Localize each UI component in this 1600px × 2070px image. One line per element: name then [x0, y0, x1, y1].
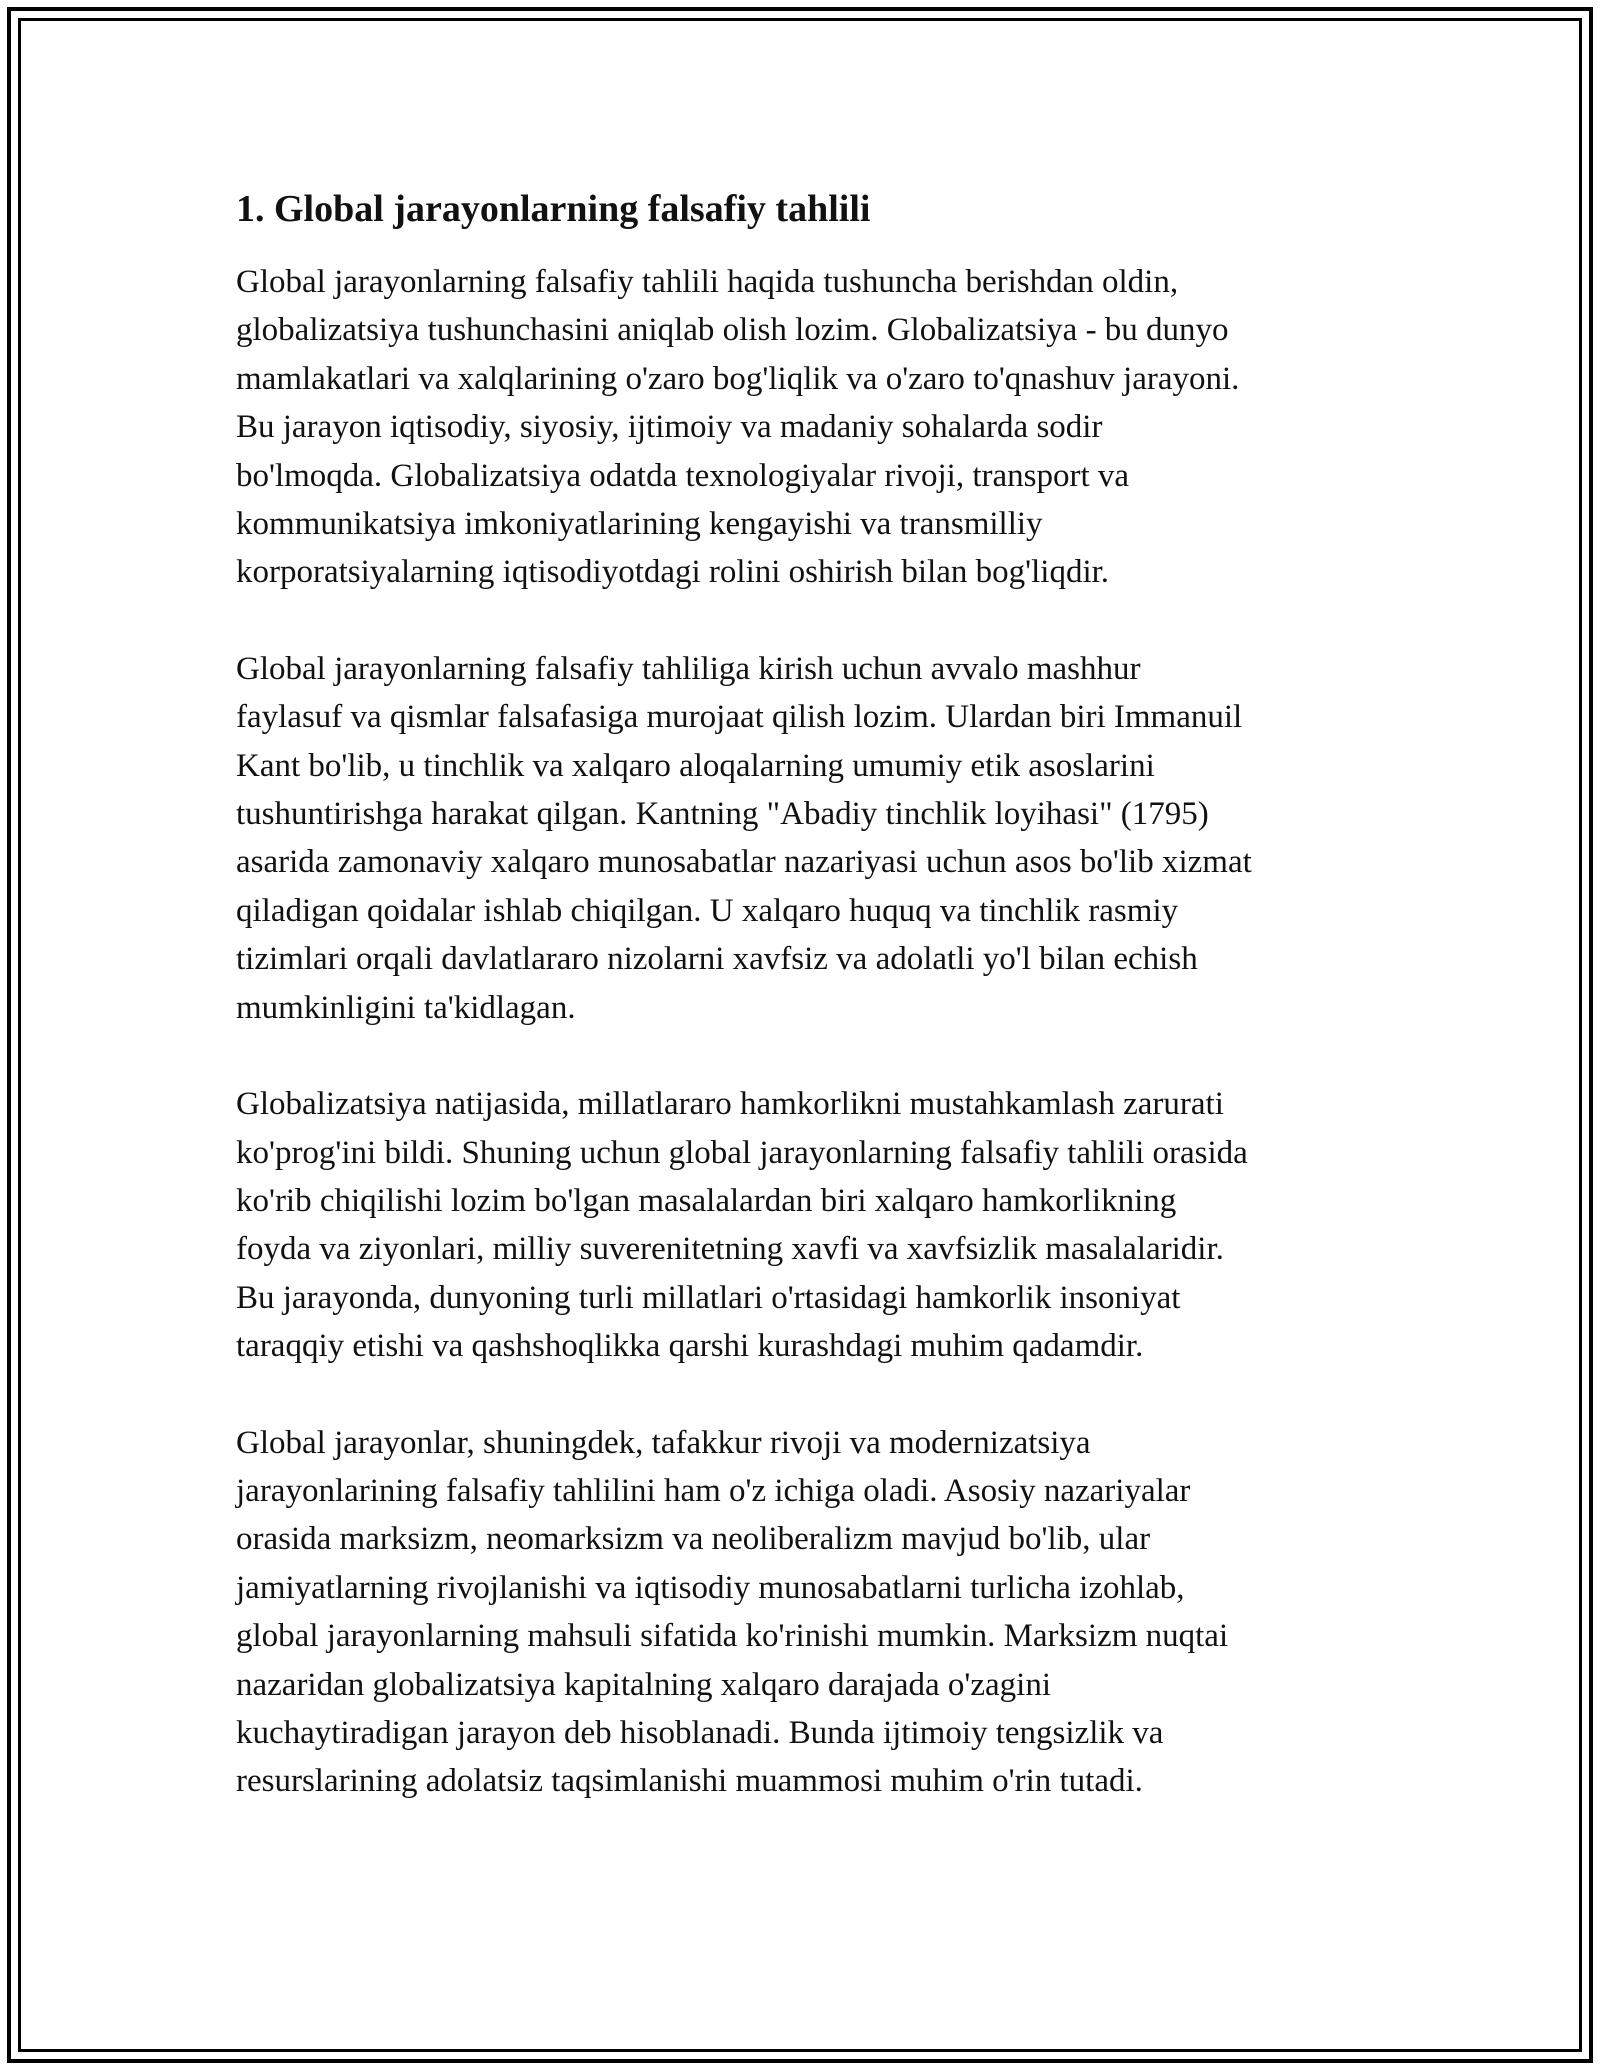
text-line: korporatsiyalarning iqtisodiyotdagi rolini oshirish bilan bog'liqdir.: [236, 554, 1110, 591]
text-line: jarayonlarining falsafiy tahlilini ham o'z ichiga oladi. Asosiy nazariyalar: [236, 1472, 1191, 1509]
text-line: mumkinligini ta'kidlagan.: [236, 989, 576, 1026]
paragraph-3: [236, 1080, 1376, 1370]
text-line: faylasuf va qismlar falsafasiga murojaat qilish lozim. Ulardan biri Immanuil: [236, 699, 1243, 736]
text-line: Global jarayonlarning falsafiy tahliliga kirish uchun avvalo mashhur: [236, 650, 1141, 687]
text-line: orasida marksizm, neomarksizm va neoliberalizm mavjud bo'lib, ular: [236, 1521, 1151, 1558]
text-line: taraqqiy etishi va qashshoqlikka qarshi kurashdagi muhim qadamdir.: [236, 1328, 1144, 1365]
text-line: mamlakatlari va xalqlarining o'zaro bog'liqlik va o'zaro to'qnashuv jarayoni.: [236, 360, 1240, 397]
text-line: tushuntirishga harakat qilgan. Kantning "Abadiy tinchlik loyihasi" (1795): [236, 796, 1209, 833]
text-line: resurslarining adolatsiz taqsimlanishi muammosi muhim o'rin tutadi.: [236, 1763, 1143, 1800]
text-line: Kant bo'lib, u tinchlik va xalqaro aloqalarning umumiy etik asoslarini: [236, 747, 1155, 784]
paragraph-1: [236, 258, 1376, 597]
document-body: [236, 186, 1376, 1854]
text-line: nazaridan globalizatsiya kapitalning xalqaro darajada o'zagini: [236, 1666, 1052, 1703]
text-line: asarida zamonaviy xalqaro munosabatlar nazariyasi uchun asos bo'lib xizmat: [236, 844, 1252, 881]
text-line: foyda va ziyonlari, milliy suverenitetning xavfi va xavfsizlik masalalaridir.: [236, 1231, 1224, 1268]
text-line: Global jarayonlar, shuningdek, tafakkur rivoji va modernizatsiya: [236, 1424, 1091, 1461]
paragraph-4: [236, 1419, 1376, 1806]
text-line: kuchaytiradigan jarayon deb hisoblanadi. Bunda ijtimoiy tengsizlik va: [236, 1714, 1164, 1751]
text-line: Bu jarayonda, dunyoning turli millatlari o'rtasidagi hamkorlik insoniyat: [236, 1279, 1181, 1316]
section-title: 1. Global jarayonlarning falsafiy tahlili: [236, 188, 871, 230]
text-line: bo'lmoqda. Globalizatsiya odatda texnologiyalar rivoji, transport va: [236, 457, 1130, 494]
text-line: kommunikatsiya imkoniyatlarining kengayishi va transmilliy: [236, 506, 1043, 543]
text-line: tizimlari orqali davlatlararo nizolarni xavfsiz va adolatli yo'l bilan echish: [236, 941, 1198, 978]
text-line: Global jarayonlarning falsafiy tahlili haqida tushuncha berishdan oldin,: [236, 264, 1179, 300]
text-line: Bu jarayon iqtisodiy, siyosiy, ijtimoiy va madaniy sohalarda sodir: [236, 409, 1103, 446]
text-line: qiladigan qoidalar ishlab chiqilgan. U xalqaro huquq va tinchlik rasmiy: [236, 892, 1179, 929]
text-line: globalizatsiya tushunchasini aniqlab olish lozim. Globalizatsiya - bu dunyo: [236, 312, 1229, 349]
text-line: ko'rib chiqilishi lozim bo'lgan masalalardan biri xalqaro hamkorlikning: [236, 1182, 1177, 1219]
paragraph-2: [236, 645, 1376, 1032]
text-line: ko'prog'ini bildi. Shuning uchun global jarayonlarning falsafiy tahlili orasida: [236, 1134, 1248, 1171]
text-line: jamiyatlarning rivojlanishi va iqtisodiy munosabatlarni turlicha izohlab,: [236, 1569, 1185, 1606]
text-line: global jarayonlarning mahsuli sifatida ko'rinishi mumkin. Marksizm nuqtai: [236, 1618, 1229, 1655]
text-line: Globalizatsiya natijasida, millatlararo hamkorlikni mustahkamlash zarurati: [236, 1086, 1224, 1123]
